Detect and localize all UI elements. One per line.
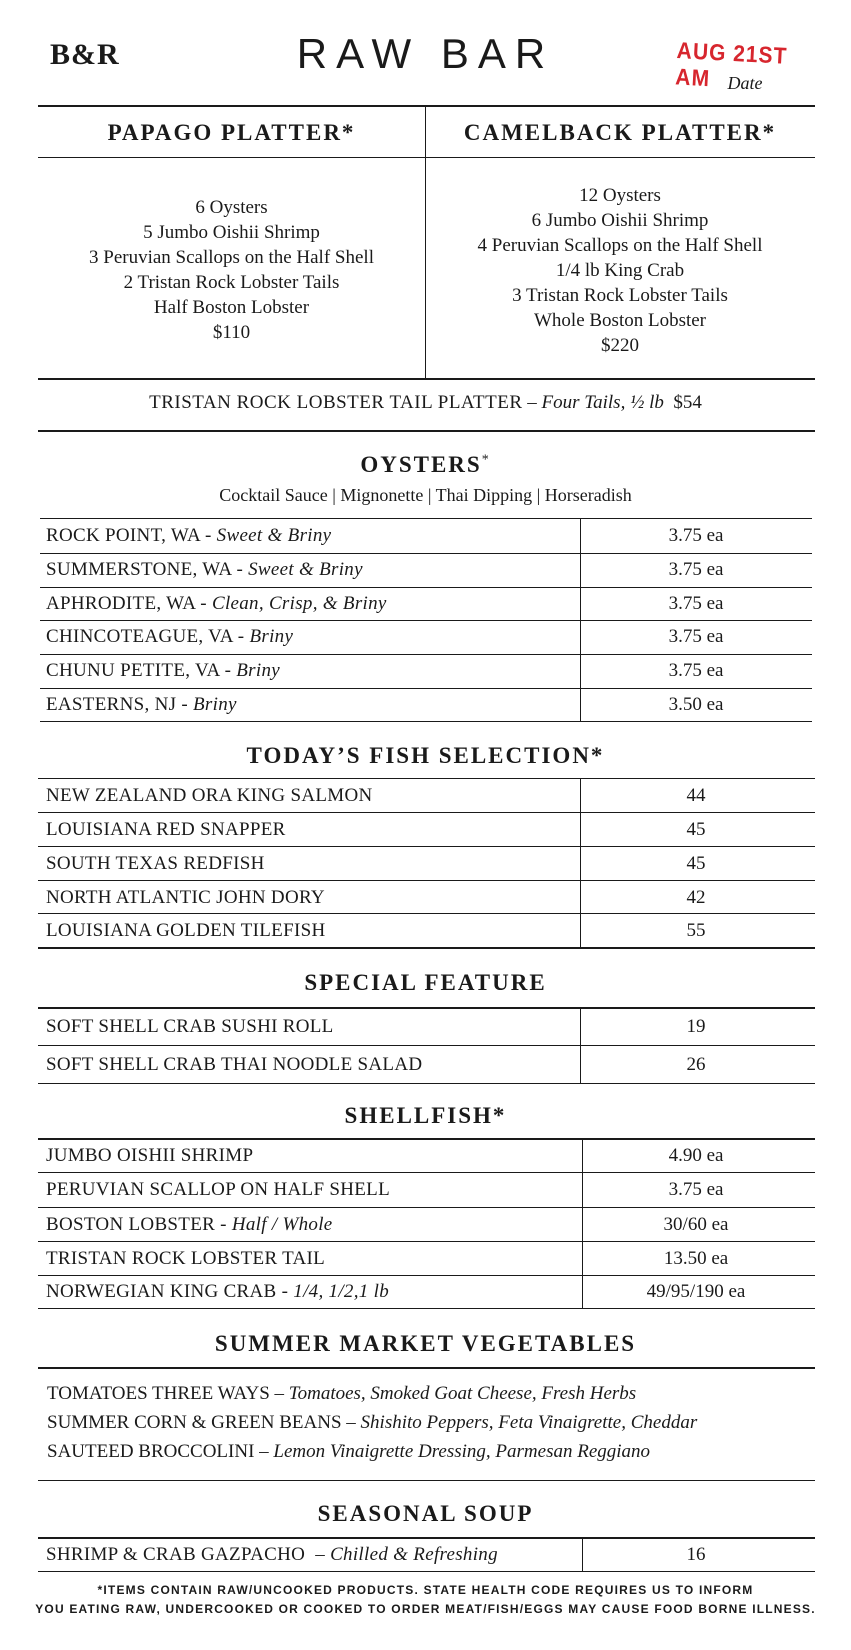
item-desc: Briny bbox=[249, 626, 294, 647]
shellfish-title: SHELLFISH* bbox=[344, 1103, 507, 1128]
item-desc: Lemon Vinaigrette Dressing, Parmesan Reggiano bbox=[273, 1441, 651, 1462]
item-desc: Sweet & Briny bbox=[248, 559, 363, 580]
oysters-title bbox=[0, 452, 851, 478]
camelback-platter-items bbox=[425, 183, 815, 358]
item-price: 19 bbox=[686, 1015, 706, 1037]
special-title: SPECIAL FEATURE bbox=[304, 970, 547, 995]
platter-item: 5 Jumbo Oishii Shrimp bbox=[143, 222, 320, 243]
oyster-sauces: Cocktail Sauce | Mignonette | Thai Dipping | Horseradish bbox=[219, 485, 632, 505]
tristan-platter bbox=[0, 392, 851, 414]
fish-item: NEW ZEALAND ORA KING SALMON bbox=[46, 784, 373, 806]
item-price: 16 bbox=[686, 1543, 706, 1565]
platter-price: $110 bbox=[212, 322, 251, 343]
table-row bbox=[40, 1139, 812, 1172]
special-item: SOFT SHELL CRAB SUSHI ROLL bbox=[46, 1015, 334, 1037]
logo: B&R bbox=[50, 38, 120, 71]
oysters-asterisk: * bbox=[481, 452, 491, 468]
item-price: 26 bbox=[686, 1053, 706, 1075]
page-title: RAW BAR bbox=[296, 30, 555, 77]
table-row bbox=[40, 621, 812, 653]
table-row bbox=[40, 847, 812, 880]
item-name: APHRODITE, WA bbox=[46, 593, 196, 614]
footnote-line-1: *ITEMS CONTAIN RAW/UNCOOKED PRODUCTS. STATE HEALTH CODE REQUIRES US TO INFORM bbox=[97, 1583, 754, 1597]
item-price: 3.50 ea bbox=[668, 694, 724, 715]
divider bbox=[38, 1367, 815, 1369]
item-desc: Briny bbox=[236, 660, 280, 681]
platter-item: Half Boston Lobster bbox=[153, 297, 310, 318]
table-row bbox=[40, 914, 812, 947]
item-price: 3.75 ea bbox=[668, 593, 724, 614]
fish-title: TODAY’S FISH SELECTION* bbox=[246, 743, 605, 768]
tristan-platter-price: $54 bbox=[673, 392, 702, 413]
item-name: SHRIMP & CRAB GAZPACHO bbox=[46, 1543, 306, 1565]
table-row bbox=[40, 554, 812, 586]
divider bbox=[38, 105, 815, 107]
table-row bbox=[40, 1173, 812, 1207]
shellfish-item: BOSTON LOBSTER - Half / Whole bbox=[46, 1213, 333, 1235]
table-row bbox=[40, 1208, 812, 1241]
table-row bbox=[40, 1276, 812, 1308]
oyster-item: CHINCOTEAGUE, VA - Briny bbox=[46, 626, 294, 647]
platter-item: 3 Tristan Rock Lobster Tails bbox=[512, 285, 728, 306]
item-name: SAUTEED BROCCOLINI bbox=[47, 1441, 255, 1462]
tristan-platter-desc: Four Tails, ½ lb bbox=[541, 392, 664, 413]
platter-item: 6 Jumbo Oishii Shrimp bbox=[531, 210, 709, 231]
item-price: 3.75 ea bbox=[668, 1179, 724, 1200]
item-name: SUMMER CORN & GREEN BEANS bbox=[47, 1412, 342, 1433]
divider bbox=[38, 430, 815, 432]
item-price: 49/95/190 ea bbox=[646, 1281, 746, 1302]
table-row bbox=[40, 1538, 812, 1571]
fish-item: SOUTH TEXAS REDFISH bbox=[46, 852, 265, 874]
shellfish-item: NORWEGIAN KING CRAB - 1/4, 1/2,1 lb bbox=[46, 1281, 390, 1302]
item-name: BOSTON LOBSTER bbox=[46, 1213, 216, 1235]
item-name: EASTERNS, NJ bbox=[46, 694, 177, 715]
table-row bbox=[40, 588, 812, 620]
table-row bbox=[40, 1046, 812, 1083]
oyster-item: EASTERNS, NJ - Briny bbox=[46, 694, 237, 715]
oysters-title-text: OYSTERS bbox=[360, 452, 482, 477]
table-row bbox=[40, 779, 812, 812]
fish-item: LOUISIANA GOLDEN TILEFISH bbox=[46, 919, 326, 941]
tristan-platter-dash: – bbox=[527, 392, 537, 413]
item-price: 3.75 ea bbox=[668, 626, 724, 647]
oyster-item: SUMMERSTONE, WA - Sweet & Briny bbox=[46, 559, 363, 580]
oyster-item: ROCK POINT, WA - Sweet & Briny bbox=[46, 525, 332, 546]
item-price: 42 bbox=[686, 886, 706, 908]
item-desc: 1/4, 1/2,1 lb bbox=[293, 1281, 390, 1302]
shellfish-item: JUMBO OISHII SHRIMP bbox=[46, 1144, 254, 1166]
table-border bbox=[38, 947, 815, 949]
item-price: 30/60 ea bbox=[663, 1213, 729, 1235]
table-border bbox=[40, 721, 812, 722]
table-border bbox=[38, 1308, 815, 1309]
platter-item: 3 Peruvian Scallops on the Half Shell bbox=[89, 247, 374, 268]
item-price: 45 bbox=[686, 852, 706, 874]
fish-item: NORTH ATLANTIC JOHN DORY bbox=[46, 886, 325, 908]
vegetable-item: SAUTEED BROCCOLINI – Lemon Vinaigrette Dressing, Parmesan Reggiano bbox=[47, 1441, 651, 1462]
divider bbox=[38, 157, 815, 158]
platter-price: $220 bbox=[601, 335, 639, 356]
papago-platter-items bbox=[38, 195, 425, 345]
item-desc: Chilled & Refreshing bbox=[330, 1543, 498, 1565]
table-row bbox=[40, 689, 812, 721]
item-name: CHINCOTEAGUE, VA bbox=[46, 626, 233, 647]
vegetable-item: TOMATOES THREE WAYS – Tomatoes, Smoked Goat Cheese, Fresh Herbs bbox=[47, 1383, 637, 1404]
item-desc: Clean, Crisp, & Briny bbox=[211, 593, 387, 614]
platter-item: 12 Oysters bbox=[579, 185, 661, 206]
platter-item: 4 Peruvian Scallops on the Half Shell bbox=[477, 235, 763, 256]
papago-platter-title: PAPAGO PLATTER* bbox=[107, 120, 356, 145]
table-row bbox=[40, 1008, 812, 1045]
item-desc: Shishito Peppers, Feta Vinaigrette, Cheddar bbox=[360, 1412, 698, 1433]
item-price: 45 bbox=[686, 818, 706, 840]
fish-item: LOUISIANA RED SNAPPER bbox=[46, 818, 286, 840]
platter-item: 2 Tristan Rock Lobster Tails bbox=[123, 272, 340, 293]
item-name: ROCK POINT, WA bbox=[46, 525, 200, 546]
platter-item: Whole Boston Lobster bbox=[533, 310, 707, 331]
table-row bbox=[40, 655, 812, 687]
item-desc: Tomatoes, Smoked Goat Cheese, Fresh Herbs bbox=[288, 1383, 637, 1404]
item-desc: Sweet & Briny bbox=[216, 525, 332, 546]
item-price: 44 bbox=[686, 784, 706, 806]
table-border bbox=[38, 1571, 815, 1572]
item-desc: Briny bbox=[193, 694, 237, 715]
divider bbox=[38, 378, 815, 380]
item-name: TOMATOES THREE WAYS bbox=[47, 1383, 270, 1404]
item-desc: Half / Whole bbox=[231, 1213, 333, 1235]
item-price: 3.75 ea bbox=[668, 559, 724, 580]
vegetables-title: SUMMER MARKET VEGETABLES bbox=[214, 1331, 637, 1356]
vegetable-item: SUMMER CORN & GREEN BEANS – Shishito Peppers, Feta Vinaigrette, Cheddar bbox=[47, 1412, 698, 1433]
item-price: 55 bbox=[686, 919, 706, 941]
table-border bbox=[38, 1083, 815, 1084]
item-price: 3.75 ea bbox=[668, 660, 724, 681]
item-name: SUMMERSTONE, WA bbox=[46, 559, 232, 580]
oyster-item: APHRODITE, WA - Clean, Crisp, & Briny bbox=[46, 593, 387, 614]
shellfish-item: PERUVIAN SCALLOP ON HALF SHELL bbox=[46, 1179, 390, 1200]
table-row bbox=[40, 881, 812, 914]
date-stamp: AUG 21ST AM bbox=[674, 38, 789, 92]
table-row bbox=[40, 813, 812, 846]
item-name: CHUNU PETITE, VA bbox=[46, 660, 220, 681]
item-name: NORWEGIAN KING CRAB bbox=[46, 1281, 277, 1302]
soup-item: SHRIMP & CRAB GAZPACHO – Chilled & Refreshing bbox=[46, 1543, 498, 1565]
camelback-platter-title: CAMELBACK PLATTER* bbox=[463, 120, 777, 145]
shellfish-item: TRISTAN ROCK LOBSTER TAIL bbox=[46, 1247, 326, 1269]
divider bbox=[38, 1480, 815, 1481]
item-price: 13.50 ea bbox=[663, 1247, 729, 1269]
date-label: Date bbox=[727, 73, 763, 93]
item-price: 4.90 ea bbox=[668, 1144, 724, 1166]
platter-item: 1/4 lb King Crab bbox=[555, 260, 685, 281]
oyster-item: CHUNU PETITE, VA - Briny bbox=[46, 660, 280, 681]
table-row bbox=[40, 1242, 812, 1275]
tristan-platter-name: TRISTAN ROCK LOBSTER TAIL PLATTER bbox=[149, 392, 523, 413]
table-row bbox=[40, 519, 812, 553]
item-price: 3.75 ea bbox=[668, 525, 724, 546]
platter-item: 6 Oysters bbox=[195, 197, 268, 218]
footnote-line-2: YOU EATING RAW, UNDERCOOKED OR COOKED TO ORDER MEAT/FISH/EGGS MAY CAUSE FOOD BORNE ILLNESS. bbox=[35, 1602, 816, 1616]
special-item: SOFT SHELL CRAB THAI NOODLE SALAD bbox=[46, 1053, 423, 1075]
soup-title: SEASONAL SOUP bbox=[317, 1501, 534, 1526]
